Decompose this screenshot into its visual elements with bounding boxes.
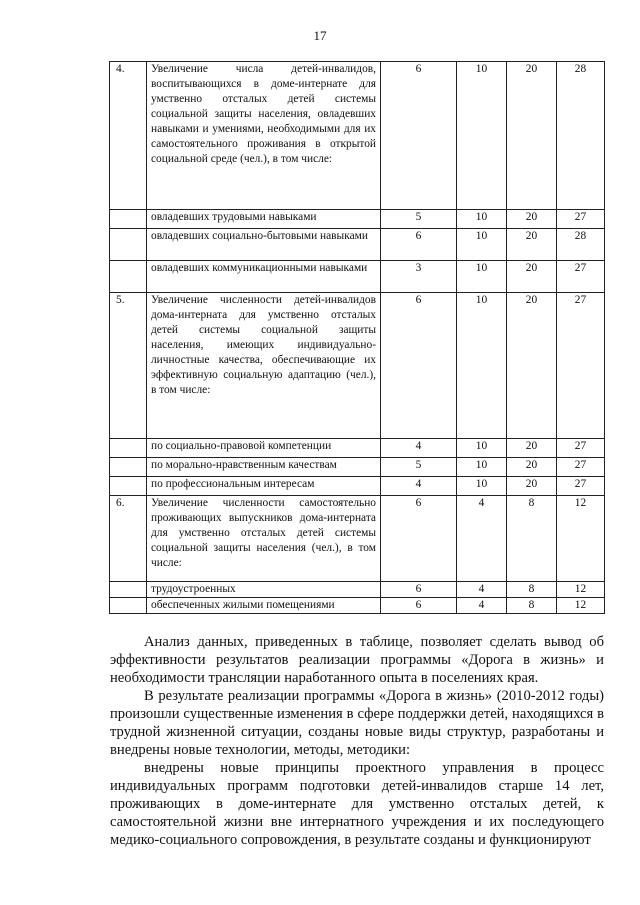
body-text: [110, 633, 604, 849]
indicator-value: 12: [557, 598, 605, 614]
indicator-description: Увеличение числа детей-инвалидов, воспитывающихся в доме-интернате для умственно отсталых детей системы социальной защиты населения, овладевших навыками и умениями, необходимыми для их самостоятельного проживания в открытой социальной среде (чел.), в том числе:: [147, 62, 381, 210]
indicator-value: 10: [457, 458, 507, 477]
indicator-value: 12: [557, 582, 605, 598]
indicator-value: 20: [507, 210, 557, 229]
indicator-value: 20: [507, 439, 557, 458]
indicator-value: 4: [457, 598, 507, 614]
row-number: 6.: [110, 496, 147, 582]
indicator-value: 4: [457, 496, 507, 582]
indicator-description: по морально-нравственным качествам: [147, 458, 381, 477]
table-row: [110, 458, 605, 477]
table-row: [110, 477, 605, 496]
indicator-value: 5: [381, 210, 457, 229]
indicator-description: овладевших социально-бытовыми навыками: [147, 229, 381, 261]
paragraph: Анализ данных, приведенных в таблице, позволяет сделать вывод об эффективности результатов реализации программы «Дорога в жизнь» и необходимости трансляции наработанного опыта в поселениях края.: [110, 634, 604, 686]
row-number: [110, 582, 147, 598]
indicator-value: 3: [381, 261, 457, 293]
indicator-value: 27: [557, 477, 605, 496]
table-row: [110, 439, 605, 458]
indicator-value: 20: [507, 477, 557, 496]
indicator-value: 20: [507, 62, 557, 210]
table-row: [110, 496, 605, 582]
indicator-value: 27: [557, 261, 605, 293]
indicator-value: 10: [457, 261, 507, 293]
indicator-description: овладевших трудовыми навыками: [147, 210, 381, 229]
indicator-value: 28: [557, 62, 605, 210]
row-number: [110, 458, 147, 477]
indicator-value: 10: [457, 477, 507, 496]
row-number: [110, 261, 147, 293]
table-row: [110, 582, 605, 598]
row-number: [110, 439, 147, 458]
indicator-value: 8: [507, 582, 557, 598]
indicator-value: 8: [507, 496, 557, 582]
indicator-description: овладевших коммуникационными навыками: [147, 261, 381, 293]
indicator-value: 27: [557, 210, 605, 229]
indicator-value: 10: [457, 439, 507, 458]
row-number: 5.: [110, 293, 147, 439]
row-number: [110, 477, 147, 496]
indicator-value: 5: [381, 458, 457, 477]
indicator-value: 28: [557, 229, 605, 261]
row-number: [110, 229, 147, 261]
indicator-value: 27: [557, 458, 605, 477]
indicator-value: 6: [381, 229, 457, 261]
indicator-description: Увеличение численности детей-инвалидов дома-интерната для умственно отсталых детей системы социальной защиты населения, имеющих индивидуально-личностные качества, обеспечивающие их эффективную социальную адаптацию (чел.), в том числе:: [147, 293, 381, 439]
indicator-description: по профессиональным интересам: [147, 477, 381, 496]
indicator-value: 27: [557, 439, 605, 458]
indicator-value: 4: [457, 582, 507, 598]
indicator-value: 20: [507, 229, 557, 261]
indicator-value: 12: [557, 496, 605, 582]
paragraph: В результате реализации программы «Дорога в жизнь» (2010-2012 годы) произошли существенные изменения в сфере поддержки детей, находящихся в трудной жизненной ситуации, созданы новые виды структур, разработаны и внедрены новые технологии, методы, методики:: [110, 688, 604, 758]
row-number: 4.: [110, 62, 147, 210]
indicator-description: Увеличение численности самостоятельно проживающих выпускников дома-интерната для умственно отсталых детей системы социальной защиты населения (чел.), в том числе:: [147, 496, 381, 582]
indicator-value: 8: [507, 598, 557, 614]
indicator-description: трудоустроенных: [147, 582, 381, 598]
indicator-value: 6: [381, 496, 457, 582]
indicator-value: 20: [507, 458, 557, 477]
indicator-value: 10: [457, 229, 507, 261]
paragraph: внедрены новые принципы проектного управления в процесс индивидуальных программ подготовки детей-инвалидов старше 14 лет, проживающих в доме-интернате для умственно отсталых детей, к самостоятельной жизни вне интернатного учреждения и их последующего медико-социального сопровождения, в результате созданы и функционируют: [110, 760, 604, 848]
indicator-value: 20: [507, 261, 557, 293]
indicator-value: 27: [557, 293, 605, 439]
page-number: 17: [313, 28, 327, 43]
indicator-value: 4: [381, 439, 457, 458]
table-row: [110, 598, 605, 614]
indicator-value: 6: [381, 598, 457, 614]
row-number: [110, 598, 147, 614]
indicator-value: 6: [381, 293, 457, 439]
table-row: [110, 293, 605, 439]
indicator-description: по социально-правовой компетенции: [147, 439, 381, 458]
indicator-value: 10: [457, 293, 507, 439]
indicator-value: 20: [507, 293, 557, 439]
indicator-value: 4: [381, 477, 457, 496]
indicator-description: обеспеченных жилыми помещениями: [147, 598, 381, 614]
table-row: [110, 62, 605, 210]
indicator-value: 6: [381, 62, 457, 210]
indicator-value: 6: [381, 582, 457, 598]
indicators-table: [109, 61, 605, 614]
indicator-value: 10: [457, 210, 507, 229]
row-number: [110, 210, 147, 229]
table-row: [110, 229, 605, 261]
indicator-value: 10: [457, 62, 507, 210]
table-row: [110, 261, 605, 293]
table-row: [110, 210, 605, 229]
